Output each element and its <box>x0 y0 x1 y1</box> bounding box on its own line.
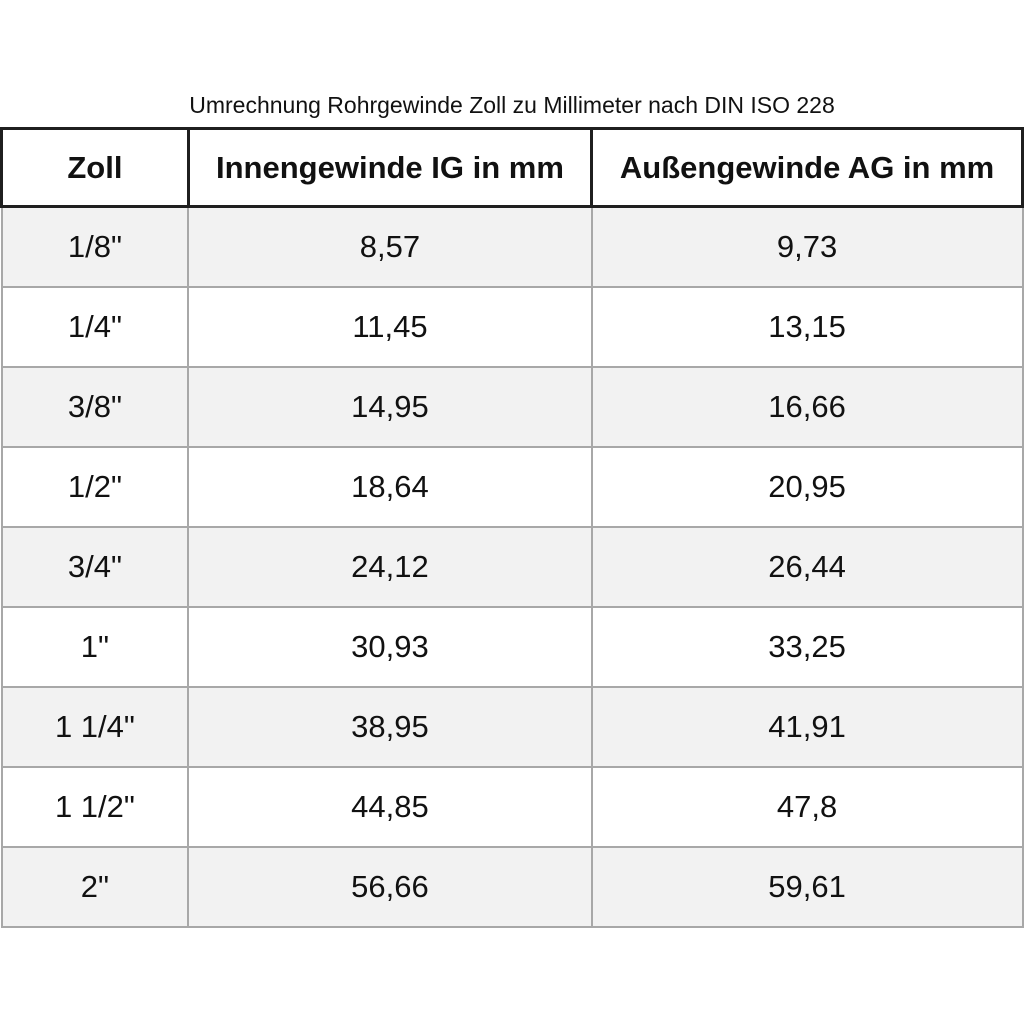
cell-aussengewinde: 9,73 <box>592 207 1023 287</box>
cell-innengewinde: 56,66 <box>188 847 591 927</box>
cell-zoll: 1/8" <box>2 207 189 287</box>
cell-aussengewinde: 59,61 <box>592 847 1023 927</box>
cell-aussengewinde: 16,66 <box>592 367 1023 447</box>
page-title: Umrechnung Rohrgewinde Zoll zu Millimeter nach DIN ISO 228 <box>189 92 835 118</box>
cell-innengewinde: 14,95 <box>188 367 591 447</box>
table-body <box>2 207 1023 927</box>
cell-aussengewinde: 41,91 <box>592 687 1023 767</box>
cell-aussengewinde: 33,25 <box>592 607 1023 687</box>
table-row <box>2 287 1023 367</box>
cell-zoll: 1 1/2" <box>2 767 189 847</box>
col-header-zoll: Zoll <box>2 129 189 207</box>
cell-zoll: 2" <box>2 847 189 927</box>
cell-aussengewinde: 26,44 <box>592 527 1023 607</box>
cell-zoll: 1/4" <box>2 287 189 367</box>
cell-zoll: 1 1/4" <box>2 687 189 767</box>
cell-zoll: 1/2" <box>2 447 189 527</box>
table-row <box>2 687 1023 767</box>
cell-aussengewinde: 47,8 <box>592 767 1023 847</box>
col-header-aussengewinde: Außengewinde AG in mm <box>592 129 1023 207</box>
cell-aussengewinde: 13,15 <box>592 287 1023 367</box>
table-row <box>2 607 1023 687</box>
cell-innengewinde: 30,93 <box>188 607 591 687</box>
table-row <box>2 367 1023 447</box>
table-row <box>2 767 1023 847</box>
cell-innengewinde: 18,64 <box>188 447 591 527</box>
cell-zoll: 3/4" <box>2 527 189 607</box>
cell-innengewinde: 24,12 <box>188 527 591 607</box>
cell-innengewinde: 44,85 <box>188 767 591 847</box>
conversion-table <box>0 127 1024 928</box>
cell-aussengewinde: 20,95 <box>592 447 1023 527</box>
table-row <box>2 527 1023 607</box>
cell-innengewinde: 38,95 <box>188 687 591 767</box>
table-row <box>2 847 1023 927</box>
table-row <box>2 447 1023 527</box>
table-header <box>2 129 1023 207</box>
cell-zoll: 1" <box>2 607 189 687</box>
cell-zoll: 3/8" <box>2 367 189 447</box>
header-row <box>2 129 1023 207</box>
cell-innengewinde: 8,57 <box>188 207 591 287</box>
cell-innengewinde: 11,45 <box>188 287 591 367</box>
table-row <box>2 207 1023 287</box>
col-header-innengewinde: Innengewinde IG in mm <box>188 129 591 207</box>
